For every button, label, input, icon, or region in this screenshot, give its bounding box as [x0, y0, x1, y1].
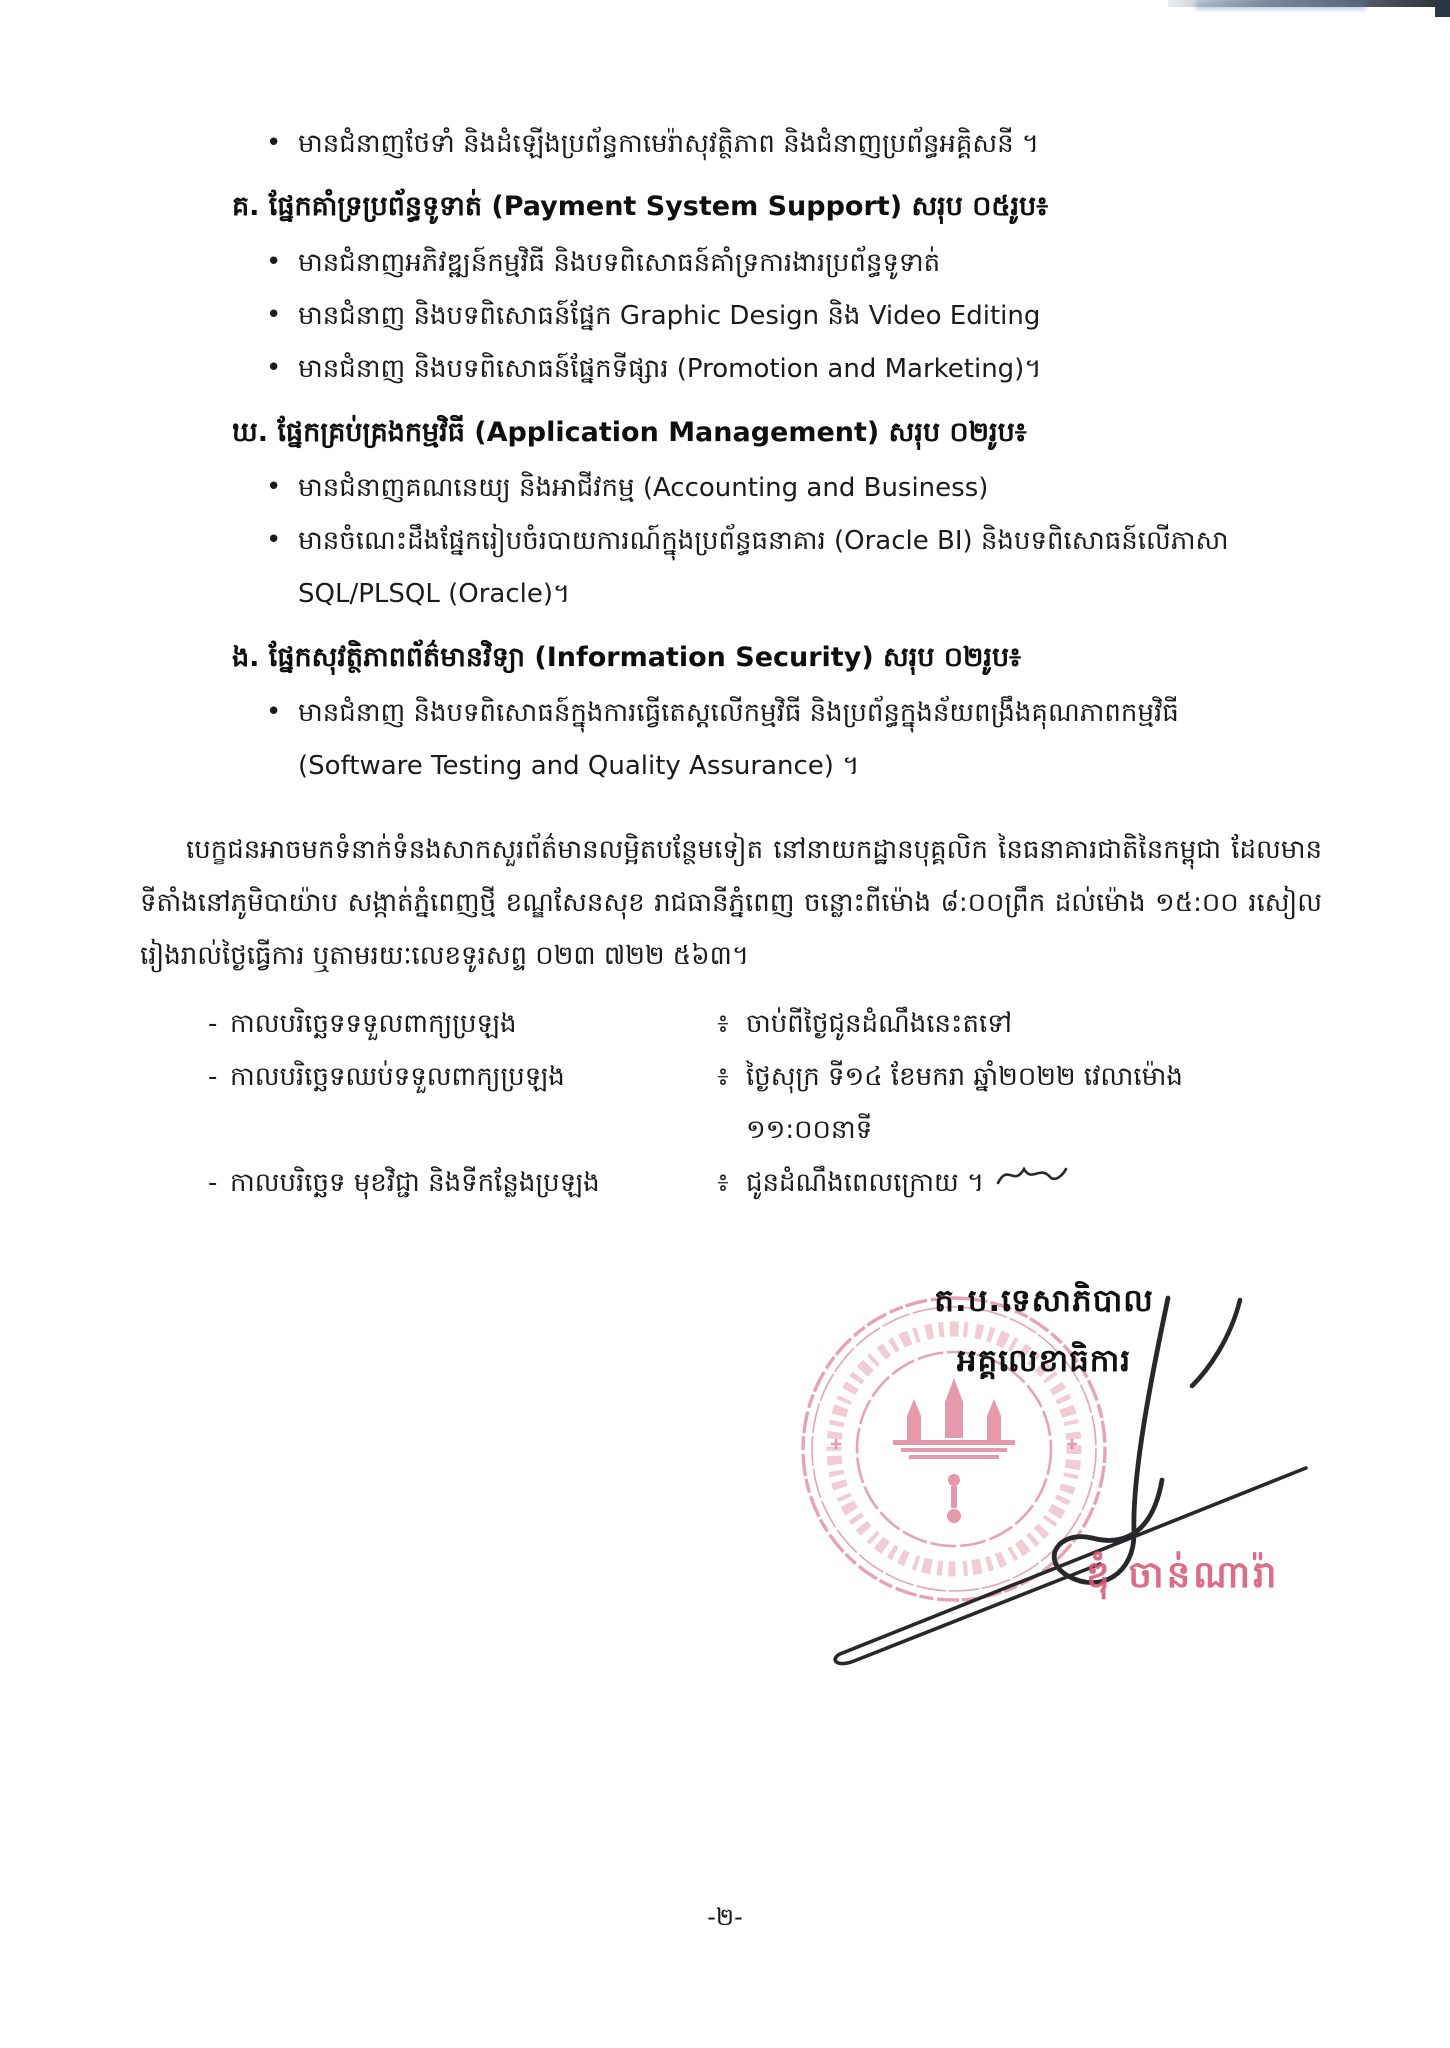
schedule-value [746, 1157, 1286, 1210]
bullet-item: • មានជំនាញថែទាំ និងដំឡើងប្រព័ន្ធកាមេរ៉ាសុវត្ថិភាព និងជំនាញប្រព័ន្ធអគ្គិសនី ។ [262, 118, 1203, 171]
exam-schedule-list [206, 998, 1322, 1211]
bullet-item: • មានជំនាញ និងបទពិសោធន៍ផ្នែក Graphic Design និង Video Editing [262, 290, 1308, 343]
bullet-item: • មានជំនាញ និងបទពិសោធន៍ផ្នែកទីផ្សារ (Promotion and Marketing)។ [262, 343, 1308, 396]
section-heading: គ. ផ្នែកគាំទ្រប្រព័ន្ធទូទាត់ (Payment System Support) សរុប ០៥រូប៖ [232, 191, 1049, 223]
khmer-colon: ៖ [717, 1168, 729, 1199]
signature-initial-icon [994, 1157, 1068, 1210]
bullet-item: • មានជំនាញ និងបទពិសោធន៍ក្នុងការធ្វើតេស្តលើកម្មវិធី និងប្រព័ន្ធក្នុងន័យពង្រឹងគុណភាពកម្មវិធី (Software Testing and Quality Assurance) ។ [262, 687, 1308, 794]
schedule-value: ចាប់ពីថ្ងៃជូនដំណឹងនេះតទៅ [746, 1008, 1012, 1039]
scan-artifact-smear [1196, 1, 1366, 10]
schedule-label: - កាលបរិច្ឆេទទទួលពាក្យប្រឡង [206, 998, 700, 1051]
page-number: -២- [707, 1903, 743, 1931]
section-heading: ឃ. ផ្នែកគ្រប់គ្រងកម្មវិធី (Application Management) សរុប ០២រូប៖ [232, 416, 1027, 448]
signature-block [0, 1268, 1450, 1728]
section-bullet-list [140, 237, 1322, 397]
schedule-row [206, 998, 1322, 1051]
bullet-item: • មានចំណេះដឹងផ្នែករៀបចំរបាយការណ៍ក្នុងប្រព័ន្ធធនាគារ (Oracle BI) និងបទពិសោធន៍លើភាសា SQL/PLSQL (Oracle)។ [262, 515, 1308, 622]
section-payment-system-support [140, 179, 1322, 396]
khmer-colon: ៖ [717, 1008, 729, 1039]
section-information-security [140, 630, 1322, 794]
schedule-label: - កាលបរិច្ឆេទ មុខវិជ្ជា និងទីកន្លែងប្រឡង [206, 1157, 700, 1210]
scan-artifact-corner [1435, 0, 1450, 17]
schedule-value-text: ជូនដំណឹងពេលក្រោយ ។ [746, 1168, 985, 1199]
contact-paragraph: បេក្ខជនអាចមកទំនាក់ទំនងសាកសួរព័ត៌មានលម្អិតបន្ថែមទៀត នៅនាយកដ្ឋានបុគ្គលិក នៃធនាគារជាតិនៃកម្ពុជា ដែលមានទីតាំងនៅភូមិបាយ៉ាប សង្កាត់ភ្នំពេញថ្មី ខណ្ឌសែនសុខ រាជធានីភ្នំពេញ ចន្លោះពីម៉ោង ៨:០០ព្រឹក ដល់ម៉ោង ១៥:០០ រសៀល រៀងរាល់ថ្ងៃធ្វើការ ឬតាមរយៈលេខទូរសព្ទ ០២៣ ៧២២ ៥៦៣។ [140, 834, 1322, 972]
leading-bullet-list [140, 118, 1322, 171]
document-body [140, 118, 1322, 1211]
schedule-value: ថ្ងៃសុក្រ ទី១៤ ខែមករា ឆ្នាំ២០២២ វេលាម៉ោង ១១:០០នាទី [746, 1061, 1183, 1146]
schedule-label: - កាលបរិច្ឆេទឈប់ទទួលពាក្យប្រឡង [206, 1051, 700, 1104]
bullet-item: • មានជំនាញអភិវឌ្ឍន៍កម្មវិធី និងបទពិសោធន៍គាំទ្រការងារប្រព័ន្ធទូទាត់ [262, 237, 1308, 290]
section-bullet-list [140, 687, 1322, 794]
signature-title-line2: អគ្គលេខាធិការ [956, 1343, 1132, 1379]
section-application-management [140, 405, 1322, 622]
section-heading: ង. ផ្នែកសុវត្ថិភាពព័ត៌មានវិទ្យា (Information Security) សរុប ០២រូប៖ [232, 641, 1021, 673]
signer-name-stamp: ឌុំ ចាន់ណារ៉ា [1086, 1553, 1280, 1596]
khmer-colon: ៖ [717, 1061, 729, 1092]
section-bullet-list [140, 462, 1322, 622]
bullet-item: • មានជំនាញគណនេយ្យ និងអាជីវកម្ម (Accounting and Business) [262, 462, 1308, 515]
schedule-row [206, 1157, 1322, 1210]
schedule-row [206, 1051, 1322, 1158]
signature-title-line1: ត.ប.ទេសាភិបាល [934, 1283, 1154, 1319]
